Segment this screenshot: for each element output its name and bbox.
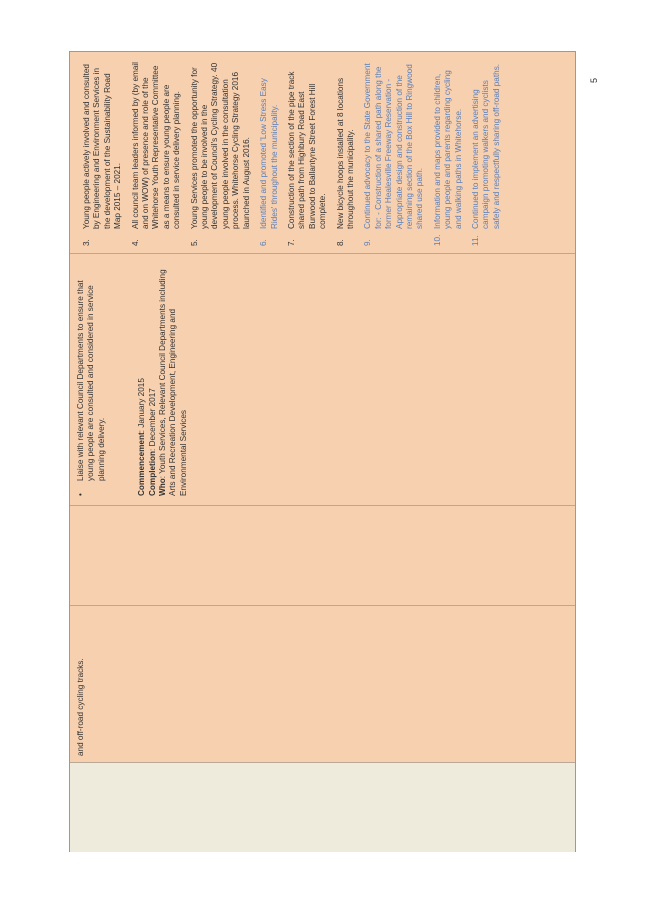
column-divider	[70, 253, 575, 254]
outcome-text: Information and maps provided to children, young people and parents regarding cycling and walking paths in Whitehorse.	[432, 70, 463, 229]
action-bullet-text: Liaise with relevant Council Departments to ensure that young people are consulted and considered in service planning delivery.	[76, 280, 106, 481]
outcome-item	[471, 58, 502, 246]
outcome-text: Continued advocacy to the State Government for: - Construction of a shared path along the former Healesville Freeway Reservation - Appropriate design and construction of the remaining section of the Box Hill to Ringwood shared use path.	[363, 63, 425, 229]
column-divider	[70, 505, 575, 506]
outcome-item	[82, 58, 124, 246]
action-bullet	[76, 256, 107, 496]
priority-column-band	[70, 762, 575, 852]
outcome-number: 11.	[471, 235, 480, 246]
outcome-text: New bicycle hoops installed at 8 locations throughout the municipality.	[335, 77, 355, 229]
outcome-text: All council team leaders informed by (by email and on WOW) of presence and role of the Whitehorse Youth Representative Committee as a means to ensure young people are consulted in service delivery planning.	[130, 61, 182, 229]
outcome-item	[190, 58, 252, 246]
outcomes-cell	[82, 58, 509, 246]
outcome-number: 5.	[189, 239, 199, 246]
completion-line: Completion: December 2017	[147, 388, 157, 496]
outcome-text: Identified and promoted 'Low Stress Easy Rides' throughout the municipality.	[259, 78, 279, 229]
outcome-number: 9.	[363, 239, 373, 246]
column-divider	[70, 762, 575, 763]
outcome-number: 4.	[130, 239, 140, 246]
outcome-text: Young people actively involved and consulted by Engineering and Environment Services in the development of the Sustainability Road Map 2015 – 2021.	[82, 64, 123, 229]
who-line: Who: Youth Services, Relevant Council Departments including Arts and Recreation Development, Engineering and Environmental Services	[158, 269, 188, 496]
outcome-number: 7.	[286, 239, 296, 246]
outcome-text: Construction of the section of the pipe track shared path from Highbury Road East Burwood to Ballantyne Street Forest Hill complete.	[286, 71, 328, 229]
outcome-number: 3.	[82, 239, 91, 246]
bullet-icon: •	[76, 493, 85, 496]
outcome-number: 8.	[335, 239, 345, 246]
outcome-number: 6.	[259, 239, 269, 246]
outcome-item	[287, 58, 329, 246]
commencement-line: Commencement: January 2015	[137, 378, 147, 496]
outcome-item	[259, 58, 280, 246]
outcome-item	[433, 58, 464, 246]
objective-cell	[76, 616, 86, 756]
column-divider	[70, 605, 575, 606]
objective-text: and off-road cycling tracks.	[76, 658, 85, 756]
plan-table	[69, 51, 576, 852]
outcome-item	[131, 58, 183, 246]
outcomes-list	[82, 58, 502, 246]
page-number: 5	[589, 77, 599, 83]
outcome-item	[336, 58, 357, 246]
action-cell	[76, 256, 189, 496]
outcome-text: Continued to implement an advertising campaign promoting walkers and cyclists safely and respectfully sharing off-road paths.	[471, 63, 501, 229]
outcome-number: 10.	[432, 234, 442, 246]
outcome-item	[363, 58, 425, 246]
outcome-text: Young Services promoted the opportunity for young people to be involved in the development of Council's Cycling Strategy. 40 young people involved in the consultation process. Whitehorse Cycling Strategy 2016 launched in August 2016.	[189, 62, 251, 229]
